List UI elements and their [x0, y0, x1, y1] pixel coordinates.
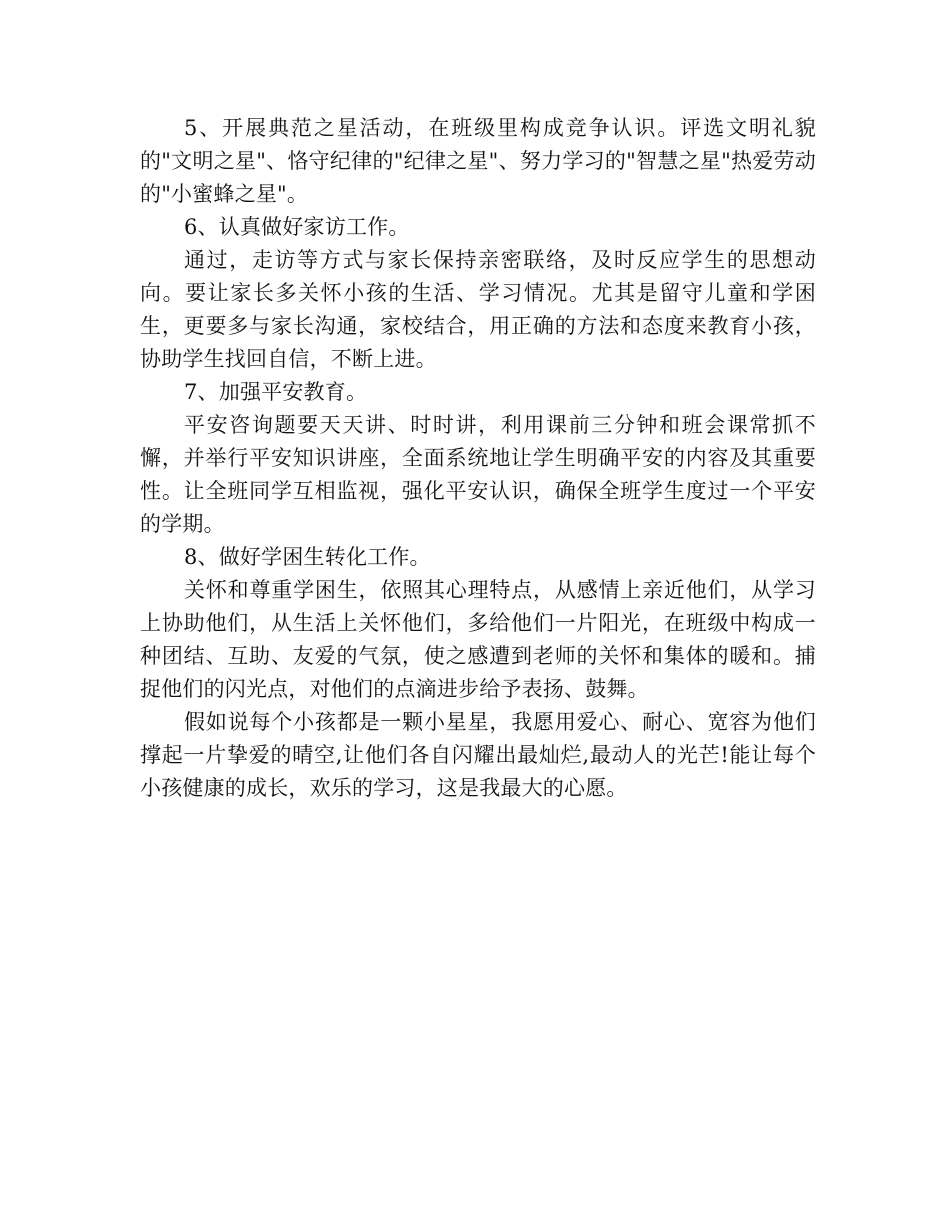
- paragraph-struggling-students: 关怀和尊重学困生，依照其心理特点，从感情上亲近他们，从学习上协助他们，从生活上关怀他们，多给他们一片阳光，在班级中构成一种团结、互助、友爱的气氛，使之感遭到老师的关怀和集体的暖和。捕捉他们的闪光点，对他们的点滴进步给予表扬、鼓舞。: [140, 578, 816, 701]
- heading-struggling-students: 8、做好学困生转化工作。: [184, 545, 431, 569]
- heading-home-visits: 6、认真做好家访工作。: [184, 215, 410, 239]
- paragraph-home-visits: 通过，走访等方式与家长保持亲密联络，及时反应学生的思想动向。要让家长多关怀小孩的生活、学习情况。尤其是留守儿童和学困生，更要多与家长沟通，家校结合，用正确的方法和态度来教育小孩，协助学生找回自信，不断上进。: [140, 248, 816, 371]
- paragraph-safety-education: 平安咨询题要天天讲、时时讲，利用课前三分钟和班会课常抓不懈，并举行平安知识讲座，全面系统地让学生明确平安的内容及其重要性。让全班同学互相监视，强化平安认识，确保全班学生度过一个平安的学期。: [140, 413, 816, 536]
- document-body: [140, 112, 816, 805]
- paragraph-closing-wish: 假如说每个小孩都是一颗小星星，我愿用爱心、耐心、宽容为他们撑起一片挚爱的晴空,让他们各自闪耀出最灿烂,最动人的光芒!能让每个小孩健康的成长，欢乐的学习，这是我最大的心愿。: [140, 710, 816, 800]
- heading-safety-education: 7、加强平安教育。: [184, 380, 368, 404]
- paragraph-star-activity: 5、开展典范之星活动，在班级里构成竞争认识。评选文明礼貌的"文明之星"、恪守纪律的"纪律之星"、努力学习的"智慧之星"热爱劳动的"小蜜蜂之星"。: [140, 116, 816, 206]
